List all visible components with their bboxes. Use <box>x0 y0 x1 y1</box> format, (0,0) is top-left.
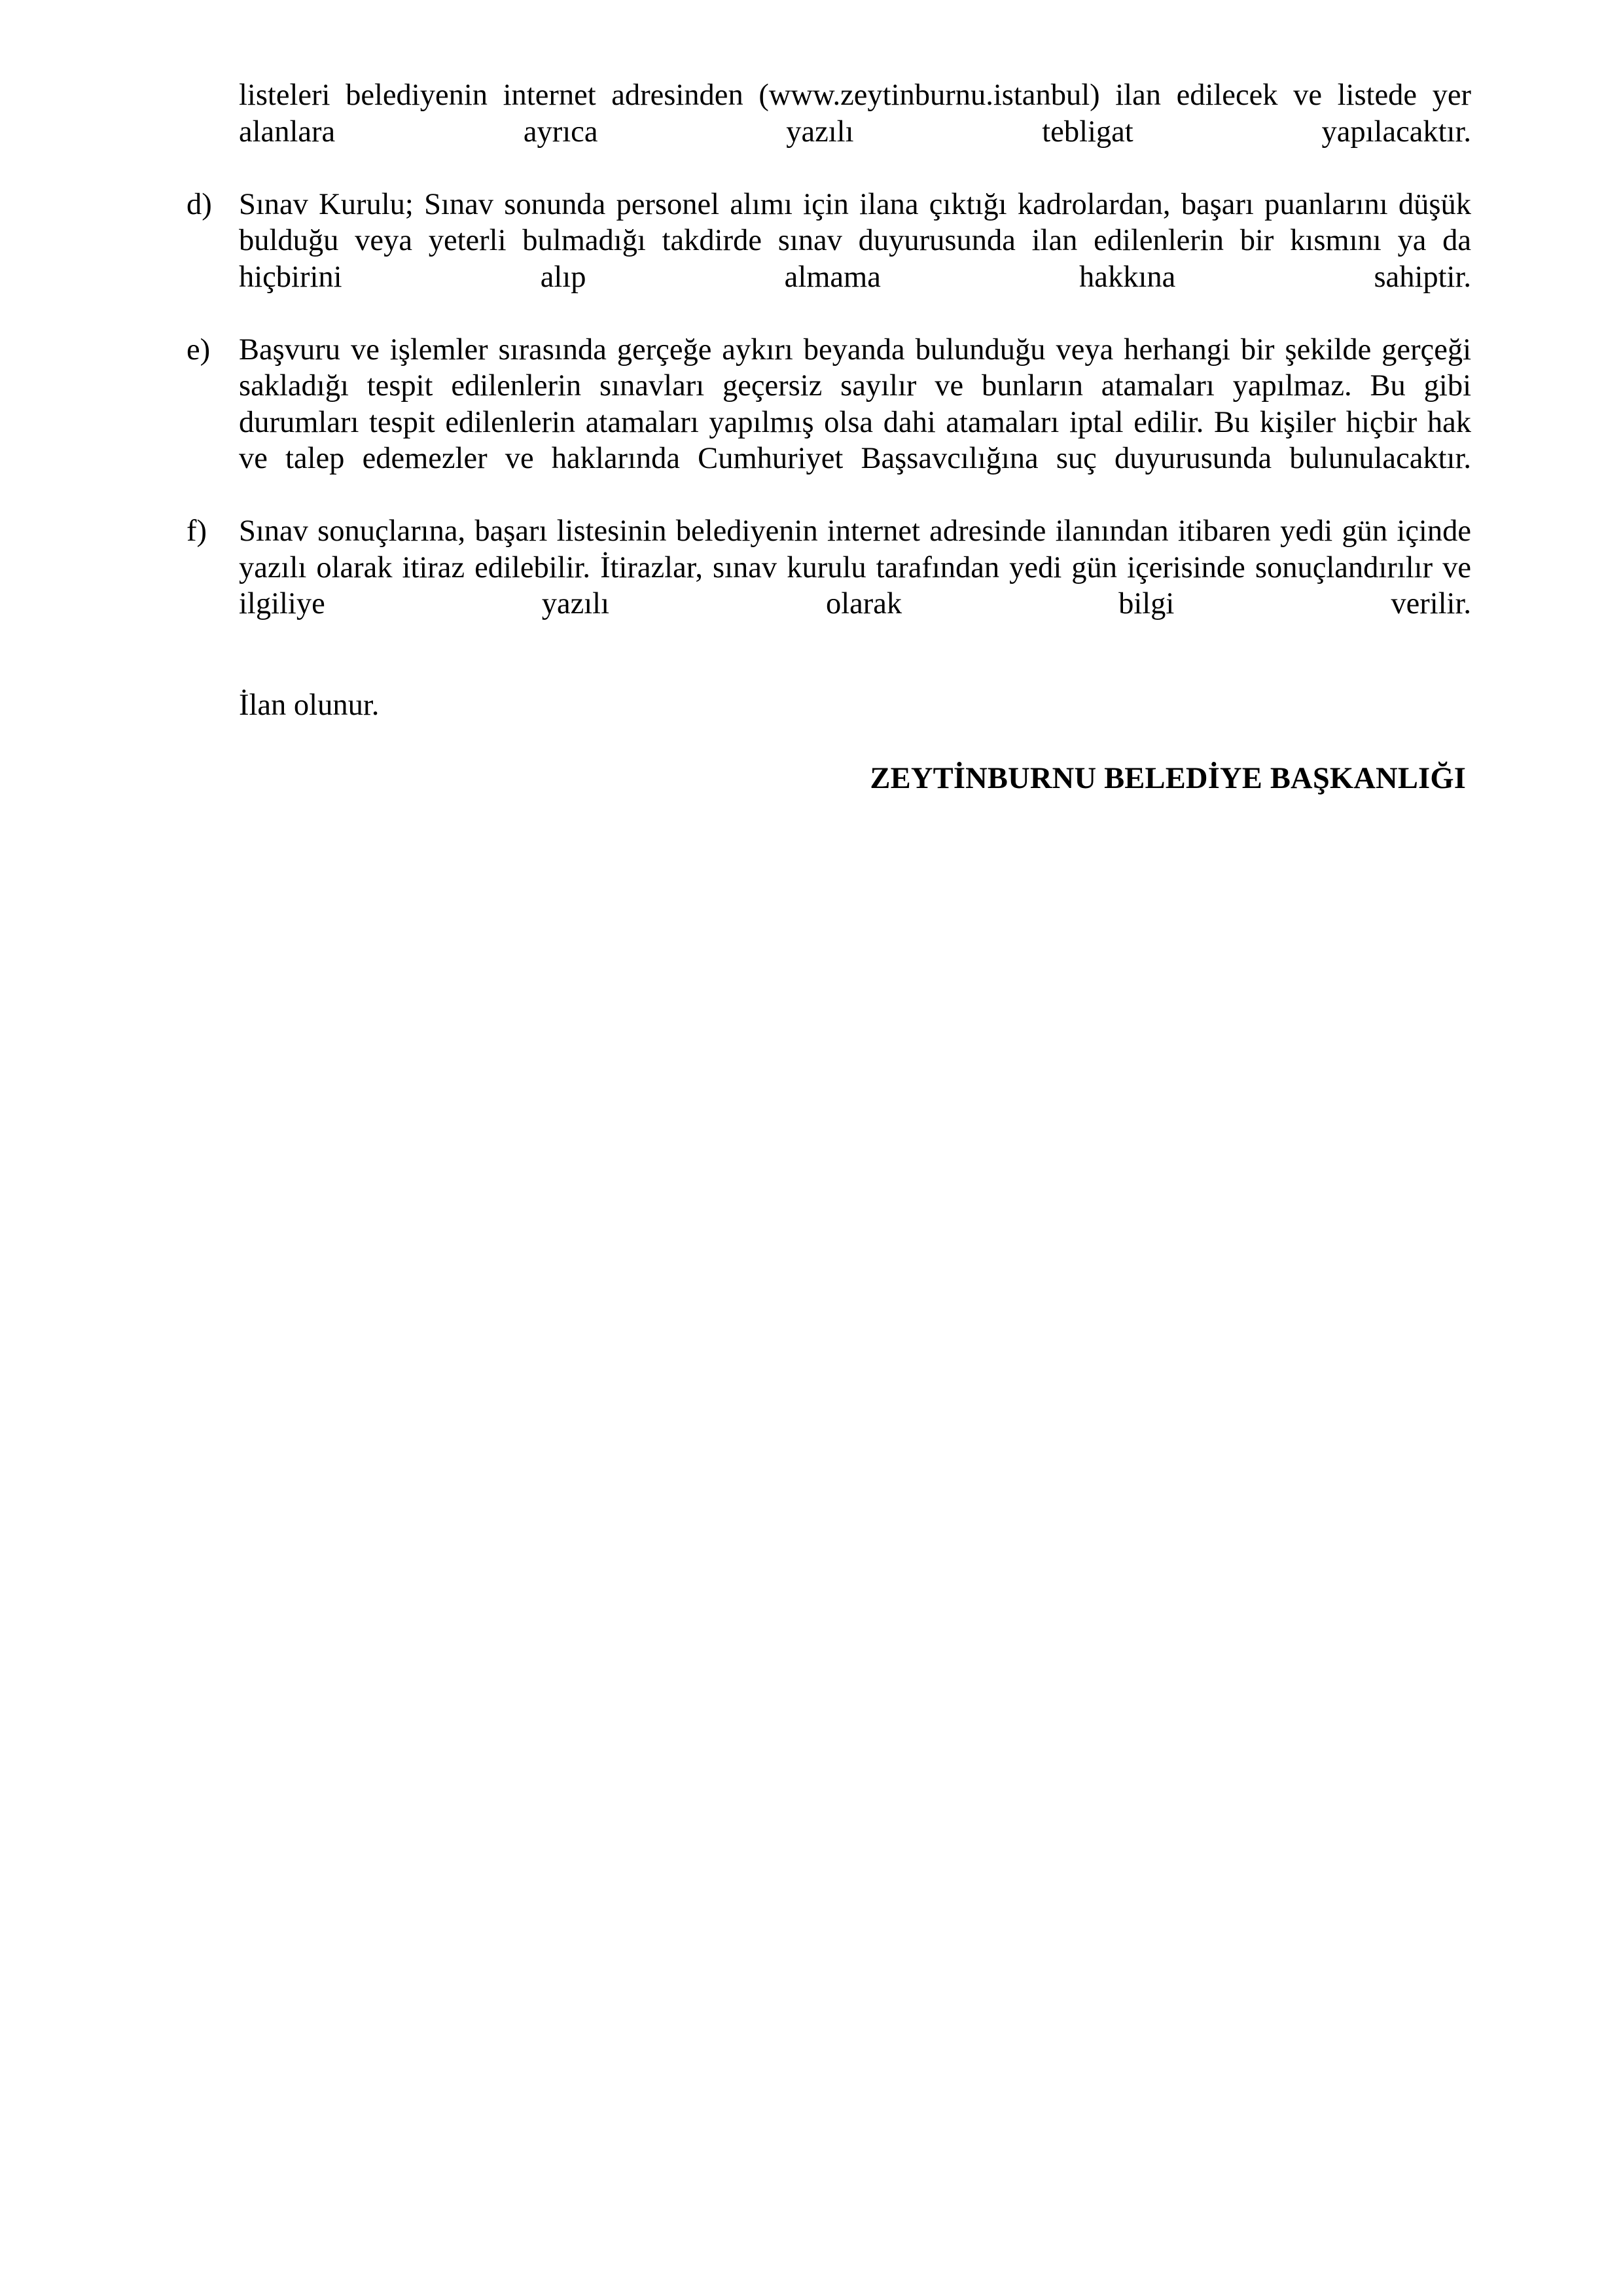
signature-block <box>187 761 1471 797</box>
closing-line: İlan olunur. <box>239 689 380 722</box>
document-body <box>187 77 1471 797</box>
list-item-text-d: Sınav Kurulu; Sınav sonunda personel alımı için ilana çıktığı kadrolardan, başarı puanlarını düşük bulduğu veya yeterli bulmadığı takdirde sınav duyurusunda ilan edilenlerin bir kısmını ya da hiçbirini alıp almama hakkına sahiptir. <box>239 187 1471 294</box>
list-item-marker-f: f) <box>187 514 207 548</box>
continuation-paragraph: listeleri belediyenin internet adresinden (www.zeytinburnu.istanbul) ilan edilecek ve listede yer alanlara ayrıca yazılı tebligat yapılacaktır. <box>239 79 1471 149</box>
list-item-marker-e: e) <box>187 332 211 367</box>
list-item-text-e: Başvuru ve işlemler sırasında gerçeğe aykırı beyanda bulunduğu veya herhangi bir şekilde gerçeği sakladığı tespit edilenlerin sınavları geçersiz sayılır ve bunların atamaları yapılmaz. Bu gibi durumları tespit edilenlerin atamaları yapılmış olsa dahi atamaları iptal edilir. Bu kişiler hiçbir hak ve talep edemezler ve haklarında Cumhuriyet Başsavcılığına suç duyurusunda bulunulacaktır. <box>239 332 1471 475</box>
list-item <box>187 513 1471 658</box>
signature-authority: ZEYTİNBURNU BELEDİYE BAŞKANLIĞI <box>870 761 1466 795</box>
list-item-text-f: Sınav sonuçlarına, başarı listesinin belediyenin internet adresinde ilanından itibaren yedi gün içinde yazılı olarak itiraz edilebilir. İtirazlar, sınav kurulu tarafından yedi gün içerisinde sonuçlandırılır ve ilgiliye yazılı olarak bilgi verilir. <box>239 514 1471 620</box>
list-item <box>187 187 1471 332</box>
list-item <box>187 332 1471 514</box>
list-item-marker-d: d) <box>187 187 212 221</box>
lettered-list <box>187 187 1471 659</box>
